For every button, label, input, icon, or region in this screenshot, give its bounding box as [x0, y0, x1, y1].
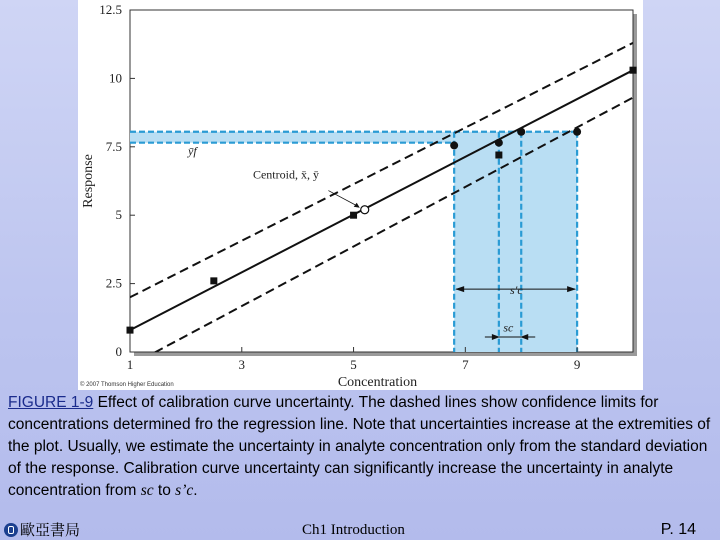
publisher-footer — [4, 519, 80, 540]
data-point-circle — [517, 128, 525, 136]
data-point-circle — [495, 139, 503, 147]
publisher-name: 歐亞書局 — [20, 522, 81, 539]
y-tick-label: 0 — [115, 344, 122, 359]
data-point-square — [630, 67, 637, 74]
y-tick-label: 7.5 — [105, 138, 122, 154]
yf-label: ȳf — [188, 144, 197, 159]
caption-sc-prime: s’c — [175, 482, 194, 499]
x-tick-label: 3 — [238, 357, 246, 372]
copyright-text: © 2007 Thomson Higher Education — [80, 382, 174, 388]
x-tick-label: 9 — [573, 357, 581, 372]
y-tick-label: 5 — [115, 207, 122, 223]
data-point-circle — [573, 128, 581, 136]
centroid-label: Centroid, x̄, ȳ — [252, 167, 319, 182]
sc-label: sc — [503, 320, 514, 335]
yf-band — [130, 132, 454, 143]
figure-caption — [8, 392, 712, 502]
centroid-point — [361, 206, 369, 214]
caption-end: . — [193, 482, 198, 499]
sc-prime-label: s′c — [510, 283, 523, 298]
data-point-square — [495, 152, 502, 159]
x-tick-label: 7 — [462, 357, 469, 372]
data-point-circle — [450, 141, 458, 149]
uncertainty-band — [454, 132, 577, 352]
y-tick-label: 2.5 — [105, 275, 122, 291]
chapter-title: Ch1 Introduction — [302, 522, 405, 538]
x-axis-title: Concentration — [337, 375, 418, 390]
y-tick-label: 10 — [109, 70, 122, 86]
x-tick-label: 5 — [350, 357, 357, 372]
y-axis-title: Response — [81, 154, 96, 208]
chart-figure — [78, 0, 643, 390]
data-point-square — [350, 212, 357, 219]
data-point-square — [210, 277, 217, 284]
x-tick-label: 1 — [126, 357, 134, 372]
caption-to: to — [153, 482, 171, 499]
caption-sc: sc — [140, 482, 154, 499]
y-tick-label: 12.5 — [99, 2, 122, 17]
page-number: P. 14 — [660, 521, 696, 538]
caption-text: Effect of calibration curve uncertainty. The dashed lines show confidence limits for concentrations determined fro the regression line. Note that uncertainties increase at the extremities of the plot. Usually, we estimate the uncertainty in analyte concentration only from the standard deviation of the response. Calibration curve uncertainty can significantly increase the uncertainty in analyte concentration from — [8, 394, 711, 499]
figure-label: FIGURE 1-9 — [8, 394, 94, 411]
chart-svg — [78, 0, 643, 390]
data-point-square — [127, 327, 134, 334]
publisher-logo-icon — [4, 523, 18, 537]
